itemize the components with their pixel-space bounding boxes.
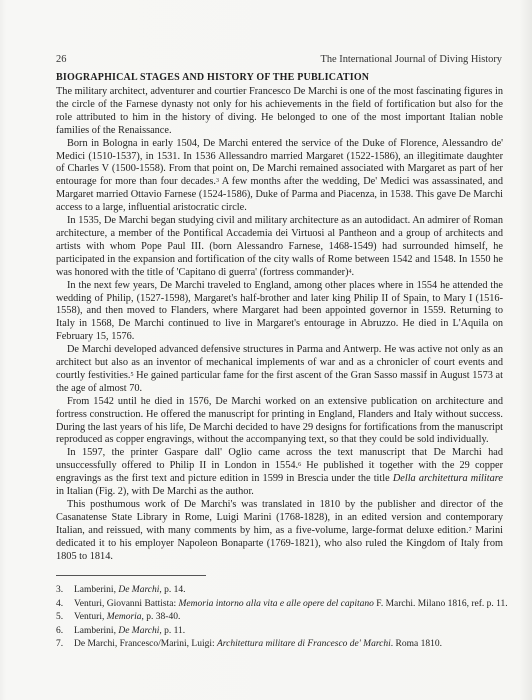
paragraph-5: De Marchi developed advanced defensive structures in Parma and Antwerp. He was active not only as an architect but also as an inventor of mechanical implements of war and as a chronicler of court events and courtly festivities.$^5$ He gained particular fame for the first ascent of the Gran Sasso massif in August 1573 at the age of almost 70. bbox=[56, 344, 503, 394]
paragraph-1: The military architect, adventurer and courtier Francesco De Marchi is one of the most fascinating figures in the circle of the Farnese dynasty not only for his achievements in the field of fortification but also for the role attributed to him in the history of diving. He belonged to one of the most important Italian noble families of the Renaissance. bbox=[56, 86, 503, 136]
page-number: 26 bbox=[56, 54, 67, 65]
paragraph-3: In 1535, De Marchi began studying civil and military architecture as an autodidact. An admirer of Roman architecture, a member of the Pontifical Accademia dei Virtuosi al Pantheon and a group of architects and artists with whom Pope Paul III. (born Alessandro Farnese, 1468-1549) had surrounded himself, he participated in the expansion and fortification of the city walls of Rome between 1542 and 1548. In 1550 he was honored with the title of 'Capitano di guerra' (fortress commander)$^4$. bbox=[56, 215, 503, 278]
footnote: 6. Lamberini, De Marchi, p. 11. bbox=[56, 625, 186, 636]
paragraph-8: This posthumous work of De Marchi's was translated in 1810 by the publisher and director of the Casanatense State Library in Rome, Luigi Marini (1768-1828), in an edited version and contemporary Italian, and reissued, with many comments by him, as a five-volume, large-format deluxe edition.$^7$ Marini dedicated it to his employer Napoleon Bonaparte (1769-1821), who also ruled the Kingdom of Italy from 1805 to 1814. bbox=[56, 499, 503, 562]
paragraph-7: In 1597, the printer Gaspare dall' Oglio came across the text manuscript that De Marchi had unsuccessfully offered to Philip II in London in 1554.$^6$ He published it together with the 29 copper engravings as the first text and picture edition in 1599 in Brescia under the title Della architettura militare in Italian (Fig. 2), with De Marchi as the author. bbox=[56, 447, 503, 498]
footnote-ref: 6 bbox=[298, 462, 302, 469]
footnote-divider bbox=[56, 575, 206, 576]
journal-title: The International Journal of Diving History bbox=[320, 54, 502, 65]
footnote: 5. Venturi, Memoria, p. 38-40. bbox=[56, 612, 181, 623]
paragraph-6: From 1542 until he died in 1576, De Marchi worked on an extensive publication on architecture and fortress construction. He offered the manuscript for printing in England, Flanders and Italy without success. During the last years of his life, De Marchi decided to have 29 designs for fortifications from the manuscript reproduced as copper engravings, without the accompanying text, so that they could be sold individually. bbox=[56, 395, 503, 446]
footnote-ref: 4 bbox=[348, 268, 352, 275]
footnote: 3. Lamberini, De Marchi, p. 14. bbox=[56, 585, 186, 595]
book-title: Della architettura militare bbox=[392, 473, 503, 485]
footnote: 4. Venturi, Giovanni Battista: Memoria intorno alla vita e alle opere del capitano F. Marchi. Milano 1816, ref. p. 11. bbox=[56, 598, 508, 609]
footnote-ref: 5 bbox=[130, 371, 134, 378]
article-body bbox=[56, 86, 503, 564]
footnotes bbox=[56, 584, 508, 652]
footnote: 7. De Marchi, Francesco/Marini, Luigi: Architettura militare di Francesco de' Marchi. Roma 1810. bbox=[56, 639, 442, 650]
paragraph-4: In the next few years, De Marchi traveled to England, among other places where in 1554 he attended the wedding of Philip, (1527-1598), Margaret's half-brother and later king Philip II of Spain, to Mary I (1516-1558), and then moved to Flanders, where Margaret had been appointed governor in 1559. Returning to Italy in 1568, De Marchi continued to live in Margaret's entourage in Abruzzo. He died in L'Aquila on February 15, 1576. bbox=[56, 279, 503, 343]
paragraph-2: Born in Bologna in early 1504, De Marchi entered the service of the Duke of Florence, Alessandro de' Medici (1510-1537), in 1531. In 1536 Allessandro married Margaret (1522-1586), an illegitimate daughter of Charles V (1500-1558). From that point on, De Marchi remained associated with Margaret as part of her entourage for more than four decades.$^3$ A few months after the wedding, De' Medici was assassinated, and Margaret married Ottavio Farnese (1524-1586), Duke of Parma and Piacenza, in 1538. This gave De Marchi access to a large, influential aristocratic circle. bbox=[56, 137, 503, 214]
footnote-ref: 3 bbox=[216, 178, 220, 185]
footnote-ref: 7 bbox=[468, 526, 472, 533]
section-title: BIOGRAPHICAL STAGES AND HISTORY OF THE PUBLICATION bbox=[56, 72, 370, 83]
